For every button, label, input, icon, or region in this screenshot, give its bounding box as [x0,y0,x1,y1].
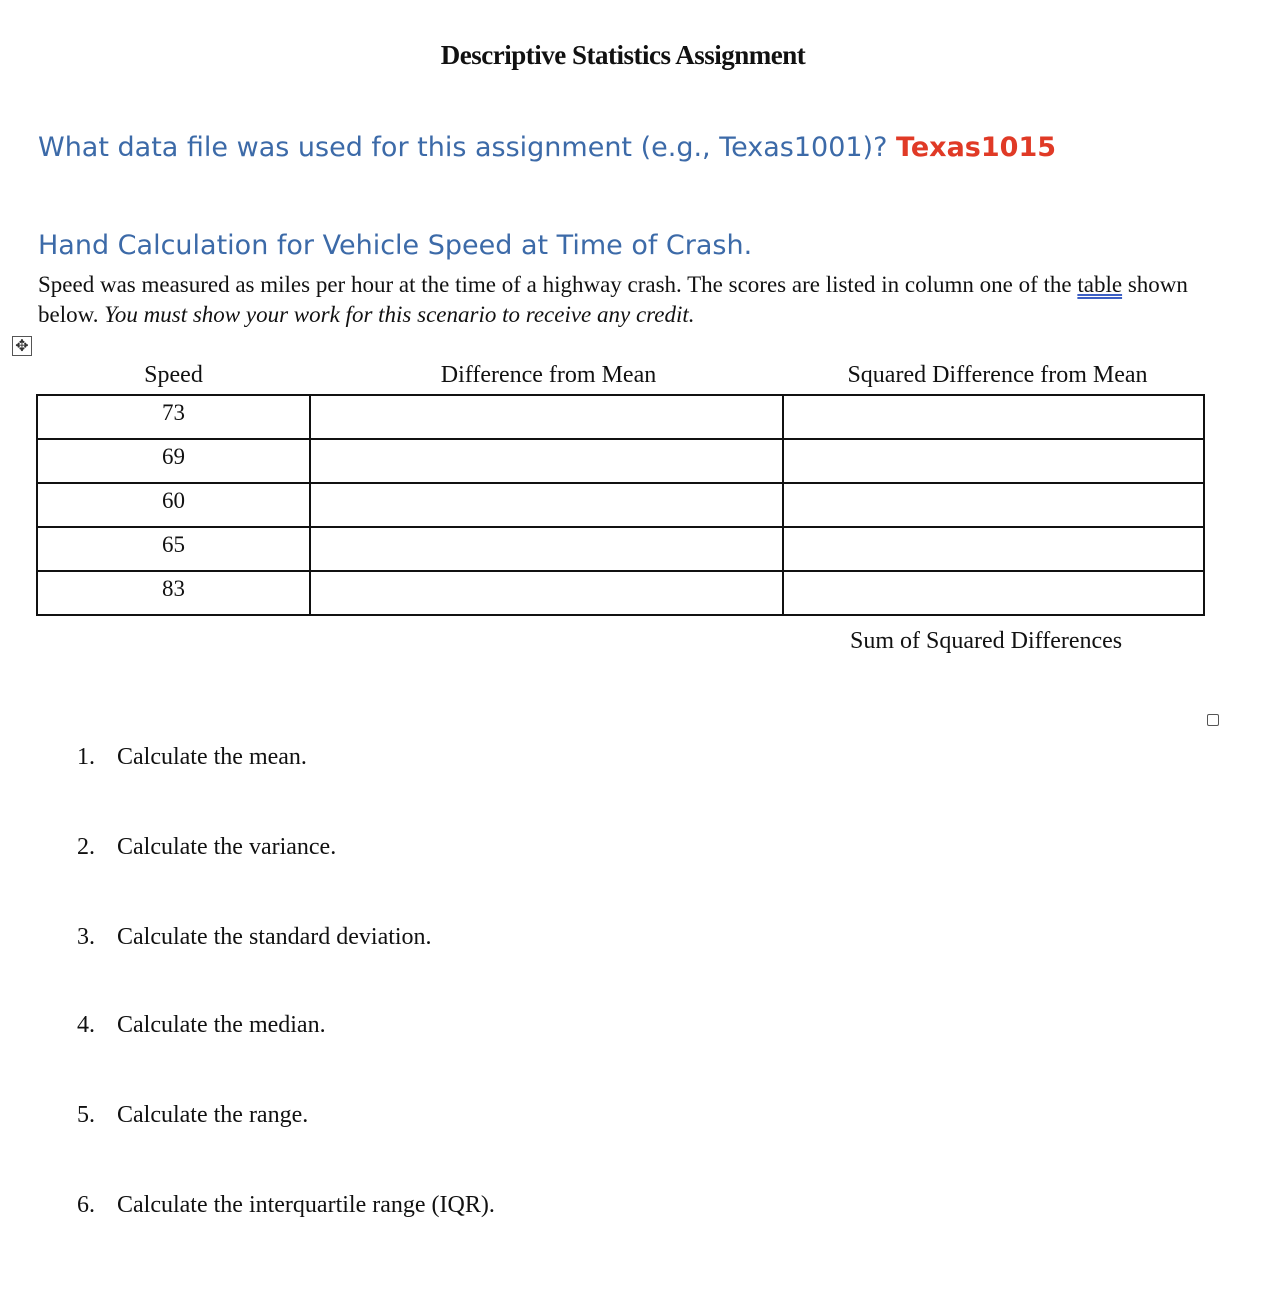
list-item [77,1012,326,1039]
speed-cell[interactable]: 83 [37,571,310,615]
speed-table [36,394,1205,616]
list-text: Calculate the median. [117,1012,326,1038]
column-header-speed: Speed [144,362,203,388]
column-header-difference: Difference from Mean [440,362,657,388]
checkbox-icon[interactable] [1207,714,1219,726]
difference-cell[interactable] [310,571,783,615]
squared-cell[interactable] [783,571,1204,615]
list-item [77,924,432,951]
list-item [77,834,336,861]
list-text: Calculate the standard deviation. [117,924,432,950]
list-number: 1. [77,744,95,770]
difference-cell[interactable] [310,527,783,571]
squared-cell[interactable] [783,439,1204,483]
squared-cell[interactable] [783,527,1204,571]
table-row [37,483,1204,527]
table-move-handle-icon[interactable]: ✥ [12,336,32,356]
speed-cell[interactable]: 73 [37,395,310,439]
intro-text-1: Speed was measured as miles per hour at the time of a highway crash. The scores are listed in column one of the [38,272,1078,297]
intro-text-2: shown below. [38,272,1188,327]
table-row [37,571,1204,615]
section-heading: Hand Calculation for Vehicle Speed at Time of Crash. [38,230,753,261]
list-number: 3. [77,924,95,950]
column-header-squared: Squared Difference from Mean [847,362,1148,388]
intro-link-table[interactable]: table [1077,272,1123,297]
list-text: Calculate the mean. [117,744,307,770]
sum-of-squares-label: Sum of Squared Differences [850,628,1123,654]
table-row [37,439,1204,483]
table-row [37,395,1204,439]
datafile-answer[interactable]: Texas1015 [896,132,1057,163]
list-item [77,1102,308,1129]
speed-cell[interactable]: 60 [37,483,310,527]
speed-cell[interactable]: 65 [37,527,310,571]
speed-cell[interactable]: 69 [37,439,310,483]
datafile-question [38,132,1056,163]
squared-cell[interactable] [783,395,1204,439]
list-number: 5. [77,1102,95,1128]
list-text: Calculate the range. [117,1102,309,1128]
list-number: 6. [77,1192,95,1218]
list-item [77,1192,495,1219]
difference-cell[interactable] [310,395,783,439]
list-item [77,744,307,771]
intro-emphasis: You must show your work for this scenario to receive any credit. [104,302,695,327]
table-row [37,527,1204,571]
difference-cell[interactable] [310,439,783,483]
section-intro [38,270,1228,330]
list-number: 2. [77,834,95,860]
list-text: Calculate the variance. [117,834,337,860]
datafile-question-text: What data file was used for this assignment (e.g., Texas1001)? [38,132,888,163]
squared-cell[interactable] [783,483,1204,527]
document-title: Descriptive Statistics Assignment [440,40,806,70]
difference-cell[interactable] [310,483,783,527]
list-text: Calculate the interquartile range (IQR). [117,1192,495,1218]
list-number: 4. [77,1012,95,1038]
